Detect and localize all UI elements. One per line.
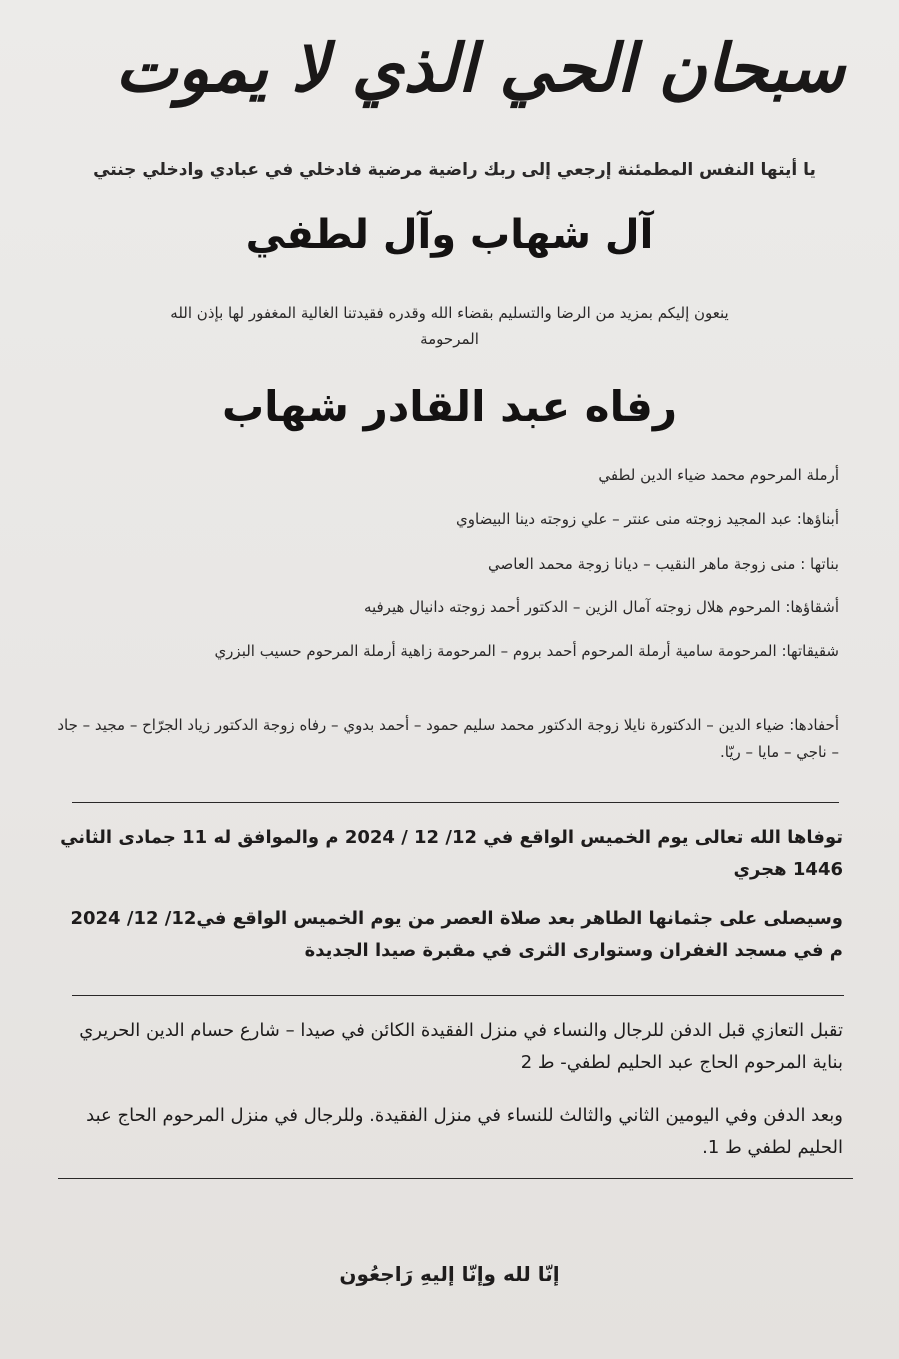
- widow-text: أرملة المرحوم محمد ضياء الدين لطفي: [598, 466, 839, 484]
- funeral-prayer: وسيصلى على جثمانها الطاهر بعد صلاة العصر من يوم الخميس الواقع في12/ 12/ 2024 م في مسجد الغفران وستوارى الثرى في مقبرة صيدا الجديدة: [70, 908, 843, 961]
- closing-verse: إنّا لله وإنّا إليهِ رَاجعُون: [339, 1262, 560, 1286]
- families-heading: آل شهاب وآل لطفي: [245, 212, 654, 258]
- sisters-label: شقيقاتها:: [781, 642, 839, 660]
- divider-2: [72, 995, 844, 996]
- divider-1: [72, 802, 839, 803]
- condolences-text: تقبل التعازي قبل الدفن للرجال والنساء في منزل الفقيدة الكائن في صيدا – شارع حسام الدين الحريري بناية المرحوم الحاج عبد الحليم لطفي- ط 2: [79, 1020, 843, 1073]
- announcement-intro: [60, 300, 839, 352]
- header-calligraphy: سبحان الحي الذي لا يموت: [115, 28, 845, 107]
- daughters-label: بناتها :: [800, 555, 839, 573]
- sons-line: [55, 506, 839, 533]
- divider-3: [58, 1178, 853, 1179]
- grandchildren-text: ضياء الدين – الدكتورة نايلا زوجة الدكتور محمد سليم حمود – أحمد بدوي – رفاه زوجة الدكتور زياد الجرّاح – مجيد – جاد – ناجي – مايا – ريّا.: [57, 716, 839, 761]
- intro-line-2: المرحومة: [420, 330, 479, 348]
- brothers-line: [55, 594, 839, 621]
- brothers-label: أشقاؤها:: [785, 598, 839, 616]
- daughters-line: [55, 551, 839, 578]
- death-notice: توفاها الله تعالى يوم الخميس الواقع في 12/ 12 / 2024 م والموافق له 11 جمادى الثاني 1446 هجري: [60, 827, 843, 880]
- deceased-name: رفاه عبد القادر شهاب: [221, 382, 678, 431]
- sisters-text: المرحومة سامية أرملة المرحوم أحمد بروم – المرحومة زاهية أرملة المرحوم حسيب البزري: [214, 642, 777, 660]
- brothers-text: المرحوم هلال زوجته آمال الزين – الدكتور أحمد زوجته دانيال هيرفيه: [363, 598, 781, 616]
- after-burial-text: وبعد الدفن وفي اليومين الثاني والثالث للنساء في منزل الفقيدة. وللرجال في منزل المرحوم الحاج عبد الحليم لطفي ط 1.: [86, 1105, 843, 1158]
- sons-text: عبد المجيد زوجته منى عنتر – علي زوجته دينا البيضاوي: [456, 510, 792, 528]
- grandchildren-line: [55, 712, 839, 766]
- quran-verse: يا أيتها النفس المطمئنة إرجعي إلى ربك راضية مرضية فادخلي في عبادي وادخلي جنتي: [93, 160, 816, 180]
- widow-line: [55, 462, 839, 489]
- grandchildren-label: أحفادها:: [789, 716, 839, 734]
- intro-line-1: ينعون إليكم بمزيد من الرضا والتسليم بقضاء الله وقدره فقيدتنا الغالية المغفور لها بإذن الله: [170, 304, 729, 322]
- sons-label: أبناؤها:: [796, 510, 839, 528]
- daughters-text: منى زوجة ماهر النقيب – ديانا زوجة محمد العاصي: [488, 555, 796, 573]
- sisters-line: [55, 638, 839, 665]
